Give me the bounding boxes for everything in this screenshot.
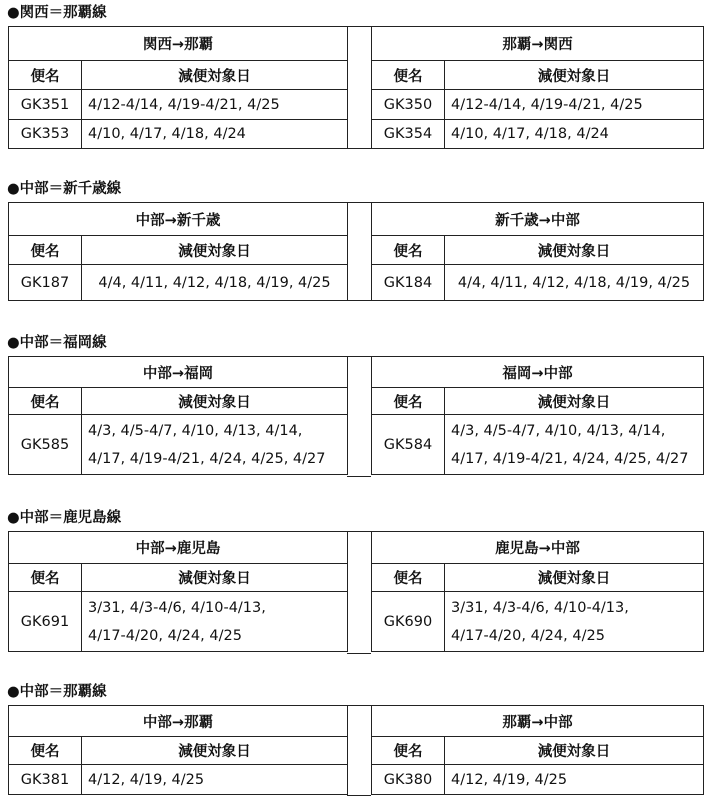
direction-table-outbound [8, 202, 348, 301]
reduction-dates: 4/12, 4/19, 4/25 [445, 765, 704, 795]
table-spacer [347, 531, 371, 654]
dates-column-header: 減便対象日 [445, 236, 704, 265]
flight-number: GK691 [9, 592, 82, 652]
flight-column-header: 便名 [372, 388, 445, 415]
reduction-dates: 4/12-4/14, 4/19-4/21, 4/25 [82, 90, 348, 120]
direction-table-outbound [8, 705, 348, 795]
dates-line: 3/31, 4/3-4/6, 4/10-4/13, [451, 599, 629, 616]
dates-column-header: 減便対象日 [445, 388, 704, 415]
table-spacer [347, 705, 371, 796]
table-row [372, 120, 704, 149]
table-spacer [347, 26, 371, 149]
dates-column-header: 減便対象日 [445, 737, 704, 765]
dates-line: 4/3, 4/5-4/7, 4/10, 4/13, 4/14, [451, 422, 666, 439]
reduction-dates [82, 415, 348, 475]
flight-number: GK380 [372, 765, 445, 795]
flight-number: GK184 [372, 265, 445, 301]
dates-line: 4/3, 4/5-4/7, 4/10, 4/13, 4/14, [88, 422, 303, 439]
dates-column-header: 減便対象日 [82, 236, 348, 265]
direction-heading: 中部→福岡 [9, 357, 348, 388]
direction-heading: 中部→那覇 [9, 706, 348, 737]
direction-heading: 那覇→関西 [372, 27, 704, 61]
route-title: ●関西＝那覇線 [7, 5, 107, 21]
direction-table-return [371, 531, 704, 652]
flight-number: GK585 [9, 415, 82, 475]
flight-number: GK351 [9, 90, 82, 120]
flight-column-header: 便名 [9, 564, 82, 592]
direction-heading: 中部→鹿児島 [9, 532, 348, 564]
direction-table-outbound [8, 356, 348, 475]
dates-line: 4/17-4/20, 4/24, 4/25 [88, 627, 242, 644]
direction-table-outbound [8, 531, 348, 652]
flight-number: GK350 [372, 90, 445, 120]
reduction-dates [82, 592, 348, 652]
table-spacer [347, 356, 371, 477]
route-title: ●中部＝福岡線 [7, 335, 107, 351]
table-row [9, 265, 348, 301]
direction-table-return [371, 26, 704, 149]
route-title: ●中部＝新千歳線 [7, 181, 122, 197]
direction-table-return [371, 202, 704, 301]
direction-heading: 福岡→中部 [372, 357, 704, 388]
dates-line: 4/17, 4/19-4/21, 4/24, 4/25, 4/27 [451, 450, 689, 467]
table-row [9, 415, 348, 475]
direction-table-return [371, 705, 704, 795]
flight-number: GK354 [372, 120, 445, 149]
direction-table-outbound [8, 26, 348, 149]
direction-heading: 鹿児島→中部 [372, 532, 704, 564]
dates-column-header: 減便対象日 [445, 61, 704, 90]
flight-number: GK584 [372, 415, 445, 475]
table-spacer [347, 202, 371, 301]
table-row [372, 592, 704, 652]
route-title: ●中部＝那覇線 [7, 684, 107, 700]
flight-number: GK381 [9, 765, 82, 795]
dates-line: 3/31, 4/3-4/6, 4/10-4/13, [88, 599, 266, 616]
table-row [372, 265, 704, 301]
table-row [9, 120, 348, 149]
flight-column-header: 便名 [372, 61, 445, 90]
dates-line: 4/17, 4/19-4/21, 4/24, 4/25, 4/27 [88, 450, 326, 467]
flight-number: GK187 [9, 265, 82, 301]
reduction-dates [445, 592, 704, 652]
table-row [9, 592, 348, 652]
direction-heading: 新千歳→中部 [372, 203, 704, 236]
table-row [9, 765, 348, 795]
reduction-dates: 4/10, 4/17, 4/18, 4/24 [445, 120, 704, 149]
table-row [372, 90, 704, 120]
dates-line: 4/17-4/20, 4/24, 4/25 [451, 627, 605, 644]
reduction-dates [445, 415, 704, 475]
flight-column-header: 便名 [372, 564, 445, 592]
direction-heading: 那覇→中部 [372, 706, 704, 737]
reduction-dates: 4/4, 4/11, 4/12, 4/18, 4/19, 4/25 [82, 265, 348, 301]
reduction-dates: 4/12-4/14, 4/19-4/21, 4/25 [445, 90, 704, 120]
reduction-dates: 4/12, 4/19, 4/25 [82, 765, 348, 795]
direction-heading: 関西→那覇 [9, 27, 348, 61]
table-row [372, 415, 704, 475]
flight-column-header: 便名 [372, 737, 445, 765]
dates-column-header: 減便対象日 [445, 564, 704, 592]
dates-column-header: 減便対象日 [82, 61, 348, 90]
reduction-dates: 4/4, 4/11, 4/12, 4/18, 4/19, 4/25 [445, 265, 704, 301]
flight-column-header: 便名 [372, 236, 445, 265]
flight-column-header: 便名 [9, 388, 82, 415]
direction-heading: 中部→新千歳 [9, 203, 348, 236]
flight-number: GK690 [372, 592, 445, 652]
direction-table-return [371, 356, 704, 475]
table-row [9, 90, 348, 120]
flight-column-header: 便名 [9, 61, 82, 90]
dates-column-header: 減便対象日 [82, 737, 348, 765]
table-row [372, 765, 704, 795]
flight-column-header: 便名 [9, 236, 82, 265]
route-title: ●中部＝鹿児島線 [7, 510, 122, 526]
reduction-dates: 4/10, 4/17, 4/18, 4/24 [82, 120, 348, 149]
dates-column-header: 減便対象日 [82, 388, 348, 415]
dates-column-header: 減便対象日 [82, 564, 348, 592]
flight-number: GK353 [9, 120, 82, 149]
flight-column-header: 便名 [9, 737, 82, 765]
